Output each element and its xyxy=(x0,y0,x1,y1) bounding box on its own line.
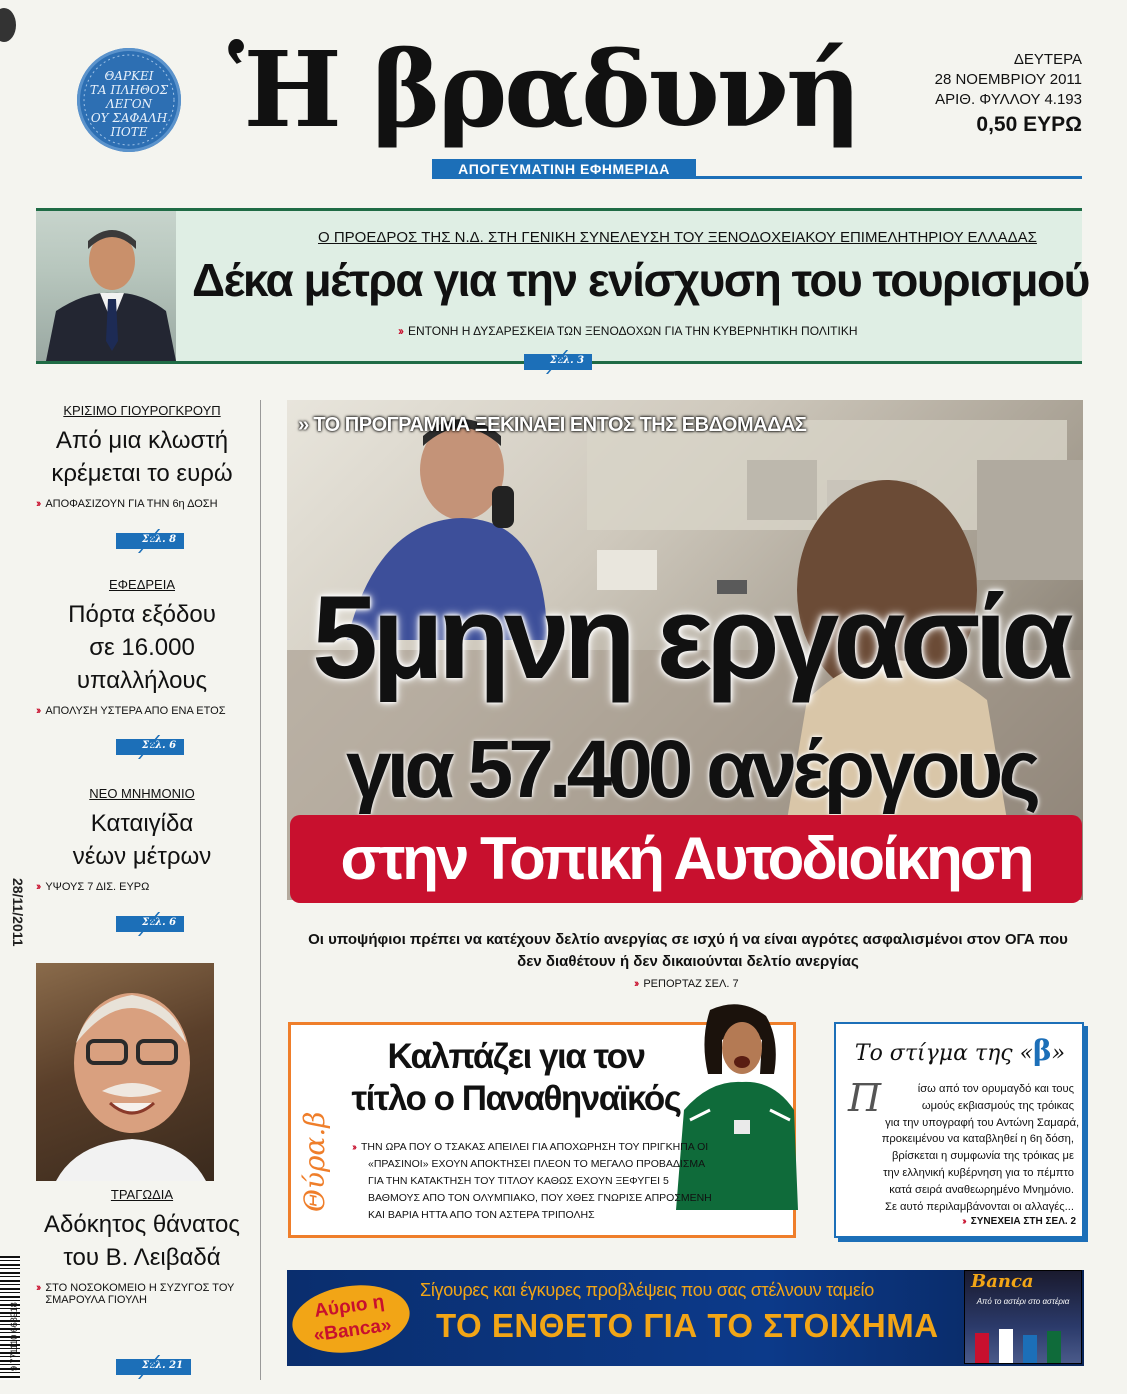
banner-badge-line: «Banca» xyxy=(312,1314,393,1347)
editorial-title-text: Το στίγμα της « xyxy=(854,1041,1034,1066)
svg-text:ΤΑ ΠΛΗΘΟΣ: ΤΑ ΠΛΗΘΟΣ xyxy=(89,83,169,97)
banner-line-2: ΤΟ ΕΝΘΕΤΟ ΓΙΑ ΤΟ ΣΤΟΙΧΗΜΑ xyxy=(436,1307,939,1344)
masthead-rule xyxy=(696,176,1082,179)
seal-inscription xyxy=(77,48,181,152)
editorial-line: για την υπογραφή του Αντώνη Σαμαρά, xyxy=(885,1116,1080,1129)
portrait-figure xyxy=(36,963,214,1181)
sidebar-sub-text: ΑΠΟΛΥΣΗ ΥΣΤΕΡΑ ΑΠΟ ΕΝΑ ΕΤΟΣ xyxy=(45,705,226,717)
sidebar-sub xyxy=(36,705,248,717)
arrow-icon: ›› xyxy=(634,978,638,990)
banner-magazine-cover xyxy=(964,1270,1082,1364)
sidebar-sub-text: ΥΨΟΥΣ 7 ΔΙΣ. ΕΥΡΩ xyxy=(45,881,150,893)
main-headline-3: στην Τοπική Αυτοδιοίκηση xyxy=(290,815,1082,903)
sidebar-kicker: ΤΡΑΓΩΔΙΑ xyxy=(110,1187,174,1202)
sidebar-headline xyxy=(36,807,248,873)
arrow-icon: ›› xyxy=(36,498,40,510)
arrow-icon: ›› xyxy=(962,1216,965,1227)
editorial-line: την ελληνική κυβέρνηση για το πέμπτο xyxy=(883,1166,1074,1179)
top-story-photo xyxy=(36,211,176,361)
sports-body-line xyxy=(352,1139,709,1156)
barcode-number: 9 771110 668918 xyxy=(9,1302,19,1371)
sidebar-headline xyxy=(36,424,248,490)
editorial-line: κατά σειρά αναθεωρημένο Μνημόνιο. xyxy=(889,1183,1074,1196)
sidebar-page-link[interactable]: Σελ. 21 xyxy=(116,1359,191,1375)
corner-hole xyxy=(0,8,16,42)
editorial-line: ωμούς εκβιασμούς της τρόικας xyxy=(921,1099,1074,1112)
sidebar-item-1[interactable] xyxy=(36,403,248,553)
sidebar-sub-text: ΑΠΟΦΑΣΙΖΟΥΝ ΓΙΑ ΤΗΝ 6η ΔΟΣΗ xyxy=(45,498,218,510)
sidebar-sub-text: ΣΤΟ ΝΟΣΟΚΟΜΕΙΟ Η ΣΥΖΥΓΟΣ ΤΟΥ ΣΜΑΡΟΥΛΑ ΓΙΟΥΛΗ xyxy=(45,1282,235,1306)
sports-body-line: «ΠΡΑΣΙΝΟΙ» ΕΧΟΥΝ ΑΠΟΚΤΗΣΕΙ ΠΛΕΟΝ ΤΟ ΜΕΓΑΛΟ ΠΡΟΒΑΔΙΣΜΑ xyxy=(368,1158,706,1170)
editorial-dropcap: Π xyxy=(848,1076,882,1120)
sidebar-sub xyxy=(36,881,248,893)
sports-body xyxy=(352,1139,712,1224)
arrow-icon: ›› xyxy=(398,324,402,338)
sports-body-text: ΤΗΝ ΩΡΑ ΠΟΥ Ο ΤΣΑΚΑΣ ΑΠΕΙΛΕΙ ΓΙΑ ΑΠΟΧΩΡΗΣΗ ΤΟΥ ΠΡΙΓΚΗΠΑ ΟΙ xyxy=(361,1141,709,1153)
sidebar-headline-line: Από μια κλωστή xyxy=(55,427,229,454)
issue-date: 28 ΝΟΕΜΒΡΙΟΥ 2011 xyxy=(934,71,1082,88)
sidebar-page-link[interactable]: Σελ. 8 xyxy=(116,533,184,549)
banner-badge-line: Αύριο η xyxy=(312,1291,386,1322)
sidebar-headline xyxy=(36,598,248,697)
arrow-icon: ›› xyxy=(36,881,40,893)
sidebar-headline-line: Πόρτα εξόδου xyxy=(68,601,216,628)
main-headline-2: για 57.400 ανέργους xyxy=(346,724,1036,815)
editorial-line: βρίσκεται η συμφωνία της τρόικας με xyxy=(891,1150,1074,1163)
editorial-line: προκειμένου να καταβληθεί η 6η δόση, xyxy=(881,1133,1074,1146)
spine-date: 28/11/2011 xyxy=(10,878,26,947)
sidebar-divider xyxy=(260,400,261,1380)
sports-headline-line: Καλπάζει για τον xyxy=(387,1037,645,1076)
cover-title: Banca xyxy=(971,1271,1034,1292)
arrow-icon: ›› xyxy=(298,414,308,436)
editorial-body xyxy=(848,1076,1080,1215)
sports-section: Θύρα.β xyxy=(298,1111,331,1212)
top-story-kicker: Ο ΠΡΟΕΔΡΟΣ ΤΗΣ Ν.Δ. ΣΤΗ ΓΕΝΙΚΗ ΣΥΝΕΛΕΥΣΗ ΤΟΥ ΞΕΝΟΔΟΧΕΙΑΚΟΥ ΕΠΙΜΕΛΗΤΗΡΙΟΥ ΕΛΛΑΔΑΣ xyxy=(318,229,1037,246)
issue-day: ΔΕΥΤΕΡΑ xyxy=(1013,51,1082,68)
sports-body-line: ΒΑΘΜΟΥΣ ΑΠΟ ΤΟΝ ΟΛΥΜΠΙΑΚΟ, ΠΟΥ ΧΘΕΣ ΓΝΩΡΙΣΕ ΑΠΡΟΣΜΕΝΗ xyxy=(368,1192,712,1204)
editorial-title-b: β xyxy=(1033,1034,1052,1067)
sidebar-kicker: ΕΦΕΔΡΕΙΑ xyxy=(108,577,176,592)
editorial-line: ίσω από τον ορυμαγδό και τους xyxy=(917,1083,1074,1095)
sports-headline xyxy=(336,1036,696,1120)
editorial-line: Σε αυτό περιλαμβάνονται οι αλλαγές... xyxy=(885,1200,1074,1213)
masthead-title: Ἡ βραδυνή xyxy=(228,28,859,151)
editorial-continue-text: ΣΥΝΕΧΕΙΑ ΣΤΗ ΣΕΛ. 2 xyxy=(970,1216,1076,1227)
main-deck xyxy=(288,929,1088,973)
top-story-sub-text: ΕΝΤΟΝΗ Η ΔΥΣΑΡΕΣΚΕΙΑ ΤΩΝ ΞΕΝΟΔΟΧΩΝ ΓΙΑ ΤΗΝ ΚΥΒΕΡΝΗΤΙΚΗ ΠΟΛΙΤΙΚΗ xyxy=(408,324,858,338)
sidebar-sub xyxy=(36,1282,248,1306)
main-headline-1: 5μηνη εργασία xyxy=(312,572,1068,704)
sidebar-headline-line: κρέμεται το ευρώ xyxy=(51,460,233,487)
masthead-subtitle: ΑΠΟΓΕΥΜΑΤΙΝΗ ΕΦΗΜΕΡΙΔΑ xyxy=(432,159,696,179)
sidebar-headline-line: νέων μέτρων xyxy=(72,843,212,870)
seal-logo xyxy=(77,48,181,152)
sidebar-headline-line: υπαλλήλους xyxy=(76,667,208,694)
banner-line-1: Σίγουρες και έγκυρες προβλέψεις που σας στέλνουν ταμείο xyxy=(420,1280,874,1300)
sidebar-headline-line: του Β. Λειβαδά xyxy=(63,1244,221,1271)
issue-number: ΑΡΙΘ. ΦΥΛΛΟΥ 4.193 xyxy=(935,91,1082,108)
sidebar-headline-line: σε 16.000 xyxy=(89,634,195,661)
cover-subtitle: Από το αστέρι στο αστέρια xyxy=(976,1297,1070,1306)
sidebar-headline-line: Καταιγίδα xyxy=(90,810,194,837)
sidebar-kicker: ΝΕΟ ΜΝΗΜΟΝΙΟ xyxy=(89,786,195,801)
editorial-title xyxy=(842,1034,1078,1067)
arrow-icon: ›› xyxy=(36,705,40,717)
sidebar-item-3[interactable] xyxy=(36,786,248,936)
svg-text:ΛΕΓΟΝ: ΛΕΓΟΝ xyxy=(105,97,153,111)
sports-body-line: ΚΑΙ ΒΑΡΙΑ ΗΤΤΑ ΑΠΟ ΤΟΝ ΑΣΤΕΡΑ ΤΡΙΠΟΛΗΣ xyxy=(368,1209,595,1221)
main-ref-text: ΡΕΠΟΡΤΑΖ ΣΕΛ. 7 xyxy=(643,978,739,990)
sidebar-photo xyxy=(36,963,214,1181)
sidebar-headline-line: Αδόκητος θάνατος xyxy=(44,1211,240,1238)
sidebar-item-4[interactable] xyxy=(36,1187,248,1377)
main-deck-line: Οι υποψήφιοι πρέπει να κατέχουν δελτίο ανεργίας σε ισχύ ή να είναι αγρότες ασφαλισμένοι στον ΟΓΑ που xyxy=(308,931,1068,948)
arrow-icon: ›› xyxy=(352,1141,355,1153)
editorial-continue[interactable] xyxy=(920,1216,1076,1227)
sidebar-page-link[interactable]: Σελ. 6 xyxy=(116,916,184,932)
top-story-headline: Δέκα μέτρα για την ενίσχυση του τουρισμού xyxy=(192,254,1089,306)
sidebar-sub xyxy=(36,498,248,510)
sidebar-kicker: ΚΡΙΣΙΜΟ ΓΙΟΥΡΟΓΚΡΟΥΠ xyxy=(63,403,221,418)
svg-text:ΠΟΤΕ: ΠΟΤΕ xyxy=(110,125,148,139)
main-ref[interactable] xyxy=(634,978,739,990)
main-kicker-text: ΤΟ ΠΡΟΓΡΑΜΜΑ ΞΕΚΙΝΑΕΙ ΕΝΤΟΣ ΤΗΣ ΕΒΔΟΜΑΔΑΣ xyxy=(313,414,807,436)
arrow-icon: ›› xyxy=(36,1282,40,1294)
main-kicker xyxy=(298,414,806,438)
svg-text:ΘΑΡΚΕΙ: ΘΑΡΚΕΙ xyxy=(104,69,154,83)
sports-headline-line: τίτλο ο Παναθηναϊκός xyxy=(351,1079,681,1118)
editorial-title-close: » xyxy=(1051,1041,1066,1066)
politician-figure xyxy=(36,211,176,361)
issue-price: 0,50 ΕΥΡΩ xyxy=(976,113,1082,136)
cover-players xyxy=(965,1323,1082,1363)
svg-text:ΟΥ ΣΑΦΑΛΗ: ΟΥ ΣΑΦΑΛΗ xyxy=(90,111,168,125)
sidebar-page-link[interactable]: Σελ. 6 xyxy=(116,739,184,755)
sidebar-headline xyxy=(36,1208,248,1274)
issue-info xyxy=(900,50,1082,140)
sports-body-line: ΓΙΑ ΤΗΝ ΚΑΤΑΚΤΗΣΗ ΤΟΥ ΤΙΤΛΟΥ ΚΑΘΩΣ ΕΧΟΥΝ ΞΕΦΥΓΕΙ 5 xyxy=(368,1175,669,1187)
top-story-page-link[interactable]: Σελ. 3 xyxy=(524,354,592,370)
top-story-sub xyxy=(398,324,858,338)
sidebar-item-2[interactable] xyxy=(36,577,248,762)
main-deck-line: δεν διαθέτουν ή δεν δικαιούνται δελτίο ανεργίας xyxy=(517,953,859,970)
